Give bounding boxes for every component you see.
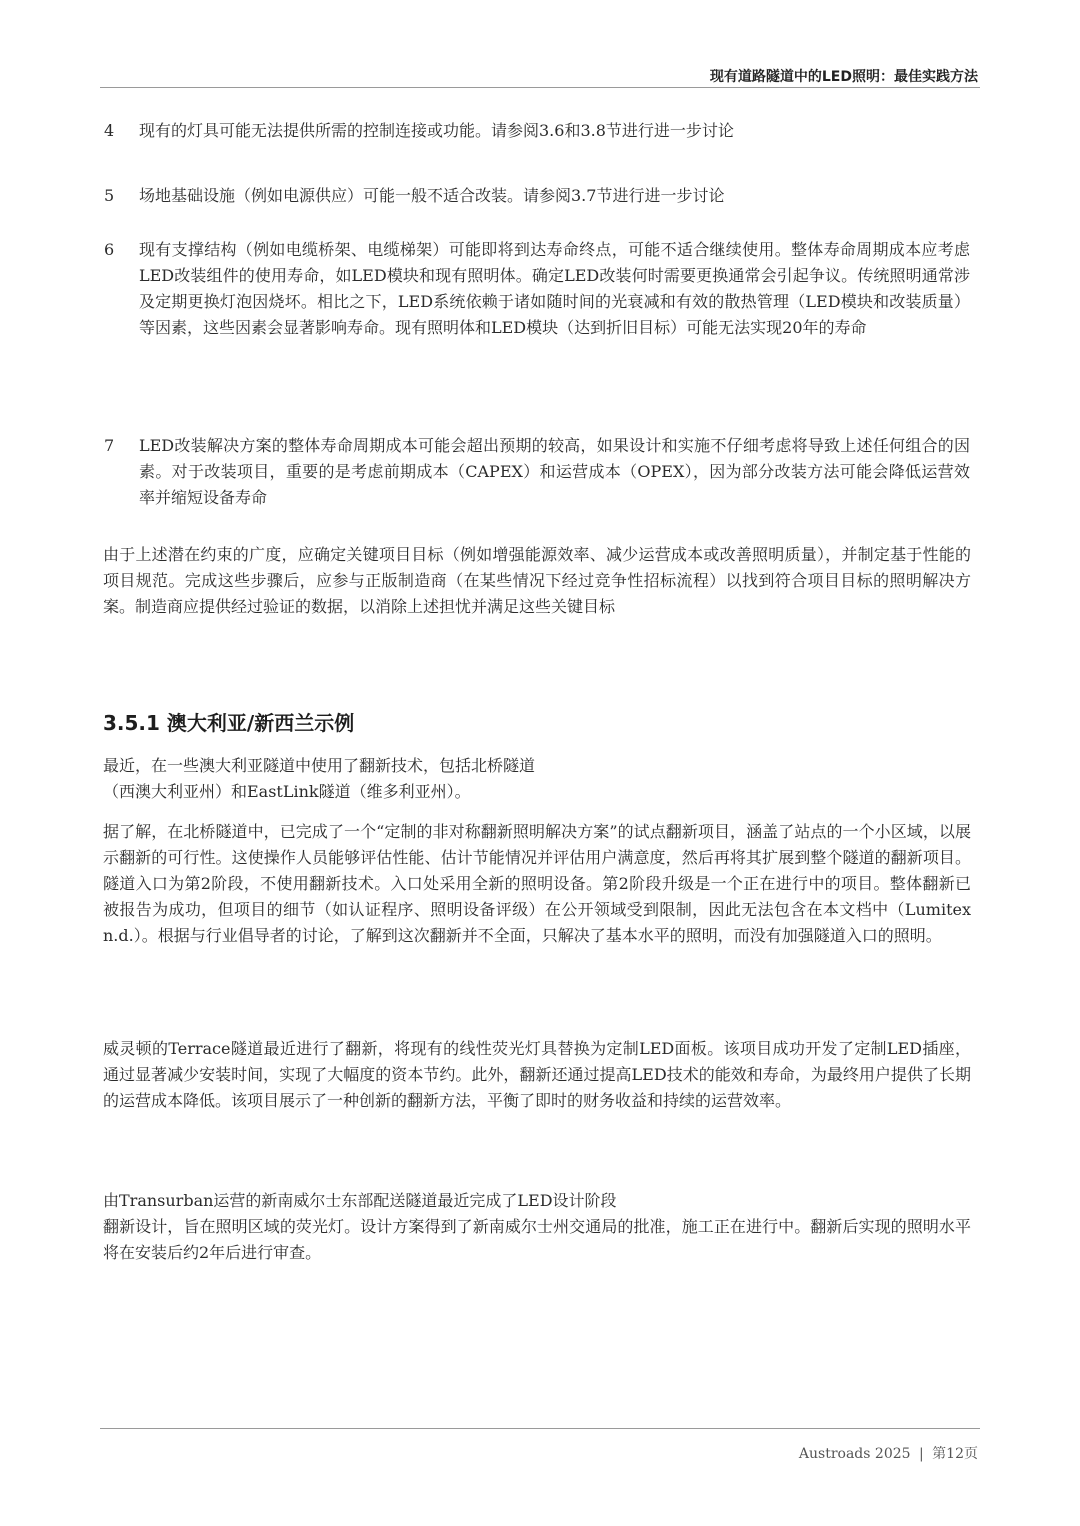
list-item-number: 6 (104, 240, 115, 259)
list-item-number: 5 (104, 186, 115, 205)
list-item-text: 现有支撑结构（例如电缆桥架、电缆梯架）可能即将到达寿命终点，可能不适合继续使用。整体寿命周期成本应考虑LED改装组件的使用寿命，如LED模块和现有照明体。确定LED改装何时需要更换通常会引起争议。传统照明通常涉及定期更换灯泡因烧坏。相比之下，LED系统依赖于诸如随时间的光衰减和有效的散热管理（LED模块和改装质量）等因素，这些因素会显著影响寿命。现有照明体和LED模块（达到折旧目标）可能无法实现20年的寿命 (139, 240, 970, 337)
footer-divider (100, 1428, 980, 1429)
list-item-number: 7 (104, 436, 115, 455)
list-item (100, 118, 970, 144)
terrace-paragraph: 威灵顿的Terrace隧道最近进行了翻新，将现有的线性荧光灯具替换为定制LED面板。该项目成功开发了定制LED插座，通过显著减少安装时间，实现了大幅度的资本节约。此外，翻新还通过提高LED技术的能效和寿命，为最终用户提供了长期的运营成本降低。该项目展示了一种创新的翻新方法，平衡了即时的财务收益和持续的运营效率。 (103, 1039, 971, 1110)
list-item-text: LED改装解决方案的整体寿命周期成本可能会超出预期的较高，如果设计和实施不仔细考虑将导致上述任何组合的因素。对于改装项目，重要的是考虑前期成本（CAPEX）和运营成本（OPEX），因为部分改装方法可能会降低运营效率并缩短设备寿命 (139, 436, 970, 507)
list-item-number: 4 (104, 121, 115, 140)
list-item-text: 现有的灯具可能无法提供所需的控制连接或功能。请参阅3.6和3.8节进行进一步讨论 (139, 121, 734, 140)
intro-line: （西澳大利亚州）和EastLink隧道（维多利亚州）。 (103, 782, 471, 801)
section-heading: 3.5.1 澳大利亚/新西兰示例 (103, 711, 355, 735)
footer-separator: | (919, 1446, 924, 1462)
list-item (100, 433, 970, 511)
list-item (100, 237, 970, 341)
page-footer (799, 1443, 978, 1463)
running-header-title: 现有道路隧道中的LED照明：最佳实践方法 (709, 69, 978, 85)
intro-paragraph (103, 753, 971, 805)
list-item-text: 场地基础设施（例如电源供应）可能一般不适合改装。请参阅3.7节进行进一步讨论 (139, 186, 725, 205)
transurban-line: 由Transurban运营的新南威尔士东部配送隧道最近完成了LED设计阶段 (103, 1191, 617, 1210)
intro-line: 最近，在一些澳大利亚隧道中使用了翻新技术，包括北桥隧道 (103, 756, 536, 775)
summary-paragraph: 由于上述潜在约束的广度，应确定关键项目目标（例如增强能源效率、减少运营成本或改善照明质量），并制定基于性能的项目规范。完成这些步骤后，应参与正版制造商（在某些情况下经过竞争性招标流程）以找到符合项目目标的照明解决方案。制造商应提供经过验证的数据，以消除上述担忧并满足这些关键目标 (103, 545, 971, 616)
northbridge-paragraph: 据了解，在北桥隧道中，已完成了一个“定制的非对称翻新照明解决方案”的试点翻新项目，涵盖了站点的一个小区域，以展示翻新的可行性。这使操作人员能够评估性能、估计节能情况并评估用户满意度，然后再将其扩展到整个隧道的翻新项目。隧道入口为第2阶段，不使用翻新技术。入口处采用全新的照明设备。第2阶段升级是一个正在进行中的项目。整体翻新已被报告为成功，但项目的细节（如认证程序、照明设备评级）在公开领域受到限制，因此无法包含在本文档中（Lumitex n.d.）。根据与行业倡导者的讨论，了解到这次翻新并不全面，只解决了基本水平的照明，而没有加强隧道入口的照明。 (103, 822, 971, 945)
list-item (100, 183, 970, 209)
transurban-paragraph (103, 1188, 971, 1266)
transurban-line: 翻新设计，旨在照明区域的荧光灯。设计方案得到了新南威尔士州交通局的批准，施工正在进行中。翻新后实现的照明水平将在安装后约2年后进行审查。 (103, 1217, 971, 1262)
header-divider (100, 87, 980, 88)
footer-page-number: 第12页 (932, 1446, 978, 1462)
footer-publisher: Austroads 2025 (798, 1446, 911, 1462)
